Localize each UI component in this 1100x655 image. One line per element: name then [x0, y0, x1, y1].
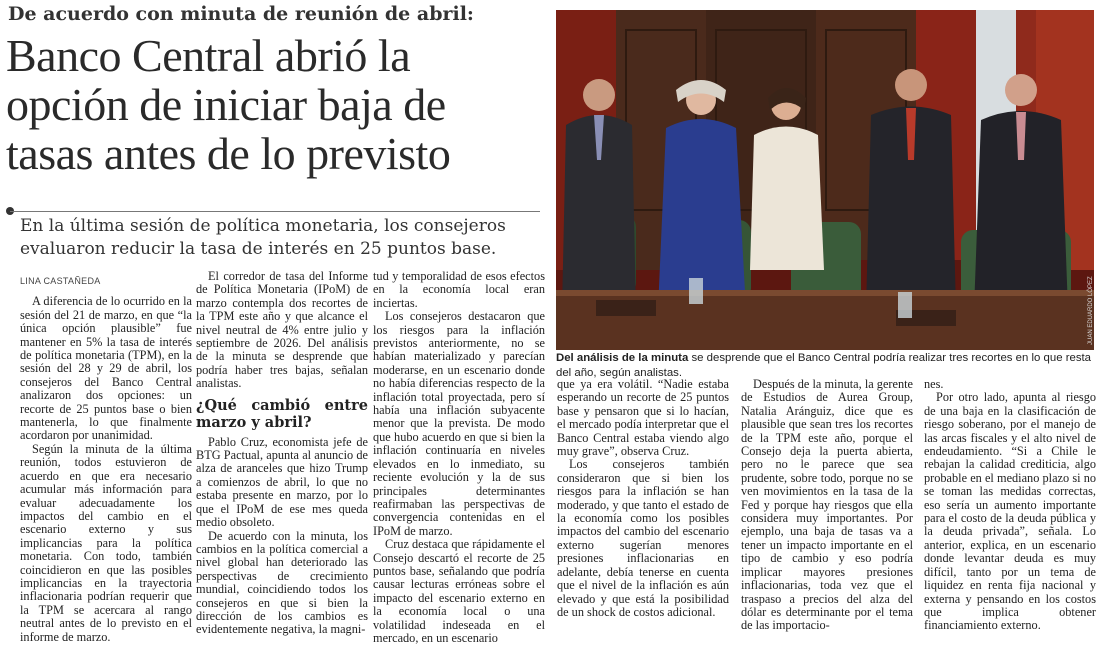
deck-rule — [10, 211, 540, 212]
paragraph: tud y temporalidad de esos efectos en la economía local eran inciertas. — [373, 269, 545, 310]
photo-credit: JUAN EDUARDO LÓPEZ — [1088, 276, 1094, 345]
paragraph: De acuerdo con la minuta, los cambios en la política comercial a nivel global han deteriorado las perspectivas de crecimiento mundial, coincidiendo todos los consejeros en que si bien la dirección de los cambios es evidentemente negativa, la magni- — [196, 528, 368, 637]
text-column-2 — [196, 270, 368, 637]
section-subhead: ¿Qué cambió entre marzo y abril? — [196, 396, 368, 431]
article-deck: En la última sesión de política monetaria, los consejeros evaluaron reducir la tasa de interés en 25 puntos base. — [20, 216, 506, 259]
byline: LINA CASTAÑEDA — [20, 276, 101, 286]
text-column-1 — [20, 272, 192, 644]
paragraph: Por otro lado, apunta al riesgo de una baja en la clasificación de riesgo soberano, por el manejo de las arcas fiscales y el alto nivel de endeudamiento. “Si a Chile le rebajan la calidad crediticia, algo probable en el mediano plazo si no se toman las medidas correctas, eso sería un aumento importante para el costo de la deuda pública y la deuda privada”, señala. Lo anterior, explica, en un escenario donde levantar deuda es muy difícil, tanto por un tema de liquidez en renta fija nacional y externa y pensando en los costos que implica obtener financiamiento externo. — [924, 390, 1096, 633]
text-column-6 — [924, 378, 1096, 633]
caption-lead: Del análisis de la minuta — [556, 352, 689, 364]
text-column-4 — [557, 378, 729, 619]
paragraph: Cruz destaca que rápidamente el Consejo descartó el recorte de 25 puntos base, señalando que podría causar lecturas erróneas sobre el impacto del escenario externo en la economía local o una volatilidad indeseada en el mercado, en un escenario — [373, 537, 545, 645]
paragraph: Los consejeros también consideraron que si bien los riesgos para la inflación se han moderado, y que tanto el estado de la economía como los posibles impactos del cambio del escenario externo sugerían menores presiones inflacionarias en adelante, debía tenerse en cuenta que el nivel de la inflación es aún elevado y que está la posibilidad de un shock de costos adicional. — [557, 457, 729, 619]
article-photo — [556, 10, 1094, 350]
caption-text: se desprende que el Banco Central podría realizar tres recortes en lo que resta del año, según analistas. — [556, 352, 1092, 379]
paragraph: El corredor de tasa del Informe de Política Monetaria (IPoM) de marzo contempla dos recortes de la TPM este año y que alcance el nivel neutral de 4% entre julio y septiembre de 2026. Del análisis de la minuta se desprende que podría haber tres bajas, señalan analistas. — [196, 269, 368, 391]
paragraph: Pablo Cruz, economista jefe de BTG Pactual, apunta al anuncio de alza de aranceles que hizo Trump a comienzos de abril, lo que no estaba presente en marzo, por lo que el IPoM de ese mes queda medio obsoleto. — [196, 434, 368, 530]
text-column-5 — [741, 378, 913, 633]
paragraph: Los consejeros destacaron que los riesgos para la inflación previstos anteriormente, no se habían materializado y parecían moderarse, en un escenario donde no había diferencias respecto de la inflación total proyectada, pero sí había una inflación subyacente menor que la prevista. De modo que hubo acuerdo en que si bien la inflación continuaría en niveles elevados en lo inmediato, su reciente evolución y la de sus principales determinantes reafirmaban las perspectivas de convergencia contenidas en el IPoM de marzo. — [373, 309, 545, 538]
article-kicker: De acuerdo con minuta de reunión de abril: — [8, 3, 474, 25]
paragraph: Después de la minuta, la gerente de Estudios de Aurea Group, Natalia Aránguiz, dice que es plausible que sean tres los recortes de la TPM este año, porque el Consejo deja la puerta abierta, pero no le parece que sea prudente, sobre todo, porque no se ven movimientos en la tasa de la Fed y porque hay riesgos que ella considera muy importantes. Por ejemplo, una baja de tasas va a tener un impacto importante en el tipo de cambio y eso podría implicar mayores presiones inflacionarias, toda vez que el traspaso a precios del alza del dólar es determinante por el tema de las importacio- — [741, 377, 913, 633]
paragraph: que ya era volátil. “Nadie estaba esperando un recorte de 25 puntos base y pensaron que si lo hacían, el mercado podía interpretar que el Banco Central estaba viendo algo muy grave”, observa Cruz. — [557, 377, 729, 459]
article-headline: Banco Central abrió la opción de iniciar baja de tasas antes de lo previsto — [6, 30, 451, 179]
paragraph: Según la minuta de la última reunión, todos estuvieron de acuerdo en que era necesario acumular más información para evaluar adecuadamente los impactos del cambio en el escenario externo y sus implicancias para la política monetaria. Con todo, también coincidieron en que las posibles implicancias en la trayectoria inflacionaria podrían requerir que la TPM se acercara al rango neutral antes de lo previsto en el informe de marzo. — [20, 441, 192, 644]
paragraph: A diferencia de lo ocurrido en la sesión del 21 de marzo, en que “la única opción plausible” fue mantener en 5% la tasa de interés de política monetaria (TPM), en la sesión del 28 y 29 de abril, los consejeros del Banco Central analizaron dos opciones: un recorte de 25 puntos base o bien mantenerla, lo que finalmente acordaron por unanimidad. — [20, 294, 192, 443]
text-column-3 — [373, 270, 545, 645]
paragraph: nes. — [924, 377, 944, 391]
photo-illustration — [556, 10, 1094, 350]
